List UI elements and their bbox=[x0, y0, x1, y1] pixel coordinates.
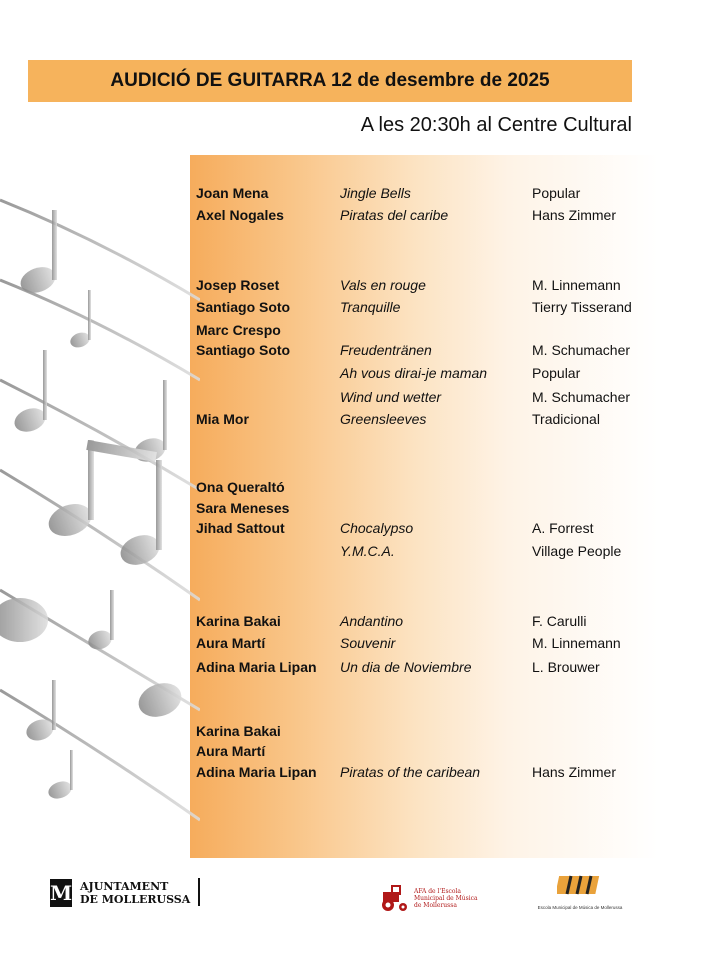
piece-title: Vals en rouge bbox=[340, 277, 426, 293]
performer-name: Mia Mor bbox=[196, 411, 249, 427]
piece-title: Andantino bbox=[340, 613, 404, 629]
piece-title: Ah vous dirai-je maman bbox=[340, 365, 488, 381]
escola-musica-icon bbox=[557, 872, 603, 898]
ajuntament-logo bbox=[50, 876, 190, 910]
composer-name: M. Schumacher bbox=[532, 342, 631, 358]
piece-title: Souvenir bbox=[340, 635, 396, 651]
composer-name: A. Forrest bbox=[532, 520, 594, 536]
performer-name: Aura Martí bbox=[196, 743, 266, 759]
ajuntament-name-line2: DE MOLLERUSSA bbox=[80, 893, 191, 906]
performer-name: Josep Roset bbox=[196, 277, 280, 293]
ajuntament-name-line1: AJUNTAMENT bbox=[80, 880, 169, 893]
piece-title: Chocalypso bbox=[340, 520, 414, 536]
escola-musica-name: Escola Municipal de Música de Mollerussa bbox=[537, 905, 623, 910]
escola-musica-logo bbox=[520, 872, 640, 910]
composer-name: Popular bbox=[532, 365, 581, 381]
composer-name: M. Schumacher bbox=[532, 389, 631, 405]
piece-title: Wind und wetter bbox=[340, 389, 442, 405]
composer-name: Hans Zimmer bbox=[532, 764, 617, 780]
performer-name: Marc Crespo bbox=[196, 322, 281, 338]
afa-line2: Municipal de Música bbox=[414, 894, 478, 902]
performer-name: Joan Mena bbox=[196, 185, 269, 201]
composer-name: Popular bbox=[532, 185, 581, 201]
composer-name: M. Linnemann bbox=[532, 277, 621, 293]
performer-name: Santiago Soto bbox=[196, 299, 291, 315]
page-title: AUDICIÓ DE GUITARRA 12 de desembre de 2025 bbox=[110, 70, 550, 91]
piece-title: Freudentränen bbox=[340, 342, 432, 358]
event-location-time: A les 20:30h al Centre Cultural bbox=[360, 114, 632, 136]
tractor-icon bbox=[380, 884, 410, 912]
piece-title: Tranquille bbox=[340, 299, 401, 315]
piece-title: Piratas del caribe bbox=[340, 207, 449, 223]
performer-name: Karina Bakai bbox=[196, 723, 281, 739]
piece-title: Greensleeves bbox=[340, 411, 427, 427]
performer-name: Adina Maria Lipan bbox=[196, 659, 317, 675]
afa-line1: AFA de l'Escola bbox=[414, 887, 462, 895]
composer-name: L. Brouwer bbox=[532, 659, 600, 675]
composer-name: F. Carulli bbox=[532, 613, 587, 629]
afa-line3: de Mollerussa bbox=[414, 901, 457, 909]
performer-name: Santiago Soto bbox=[196, 342, 291, 358]
performer-name: Ona Queraltó bbox=[196, 479, 285, 495]
composer-name: Tradicional bbox=[532, 411, 600, 427]
composer-name: M. Linnemann bbox=[532, 635, 621, 651]
performer-name: Sara Meneses bbox=[196, 500, 290, 516]
performer-name: Jihad Sattout bbox=[196, 520, 285, 536]
piece-title: Jingle Bells bbox=[340, 185, 411, 201]
piece-title: Y.M.C.A. bbox=[340, 543, 395, 559]
composer-name: Hans Zimmer bbox=[532, 207, 617, 223]
piece-title: Un dia de Noviembre bbox=[340, 659, 472, 675]
title-bar bbox=[28, 60, 632, 102]
music-notes-decoration bbox=[0, 170, 200, 870]
composer-name: Tierry Tisserand bbox=[532, 299, 632, 315]
composer-name: Village People bbox=[532, 543, 622, 559]
footer-divider bbox=[198, 878, 200, 906]
performer-name: Axel Nogales bbox=[196, 207, 284, 223]
performer-name: Aura Martí bbox=[196, 635, 266, 651]
afa-tractor-logo bbox=[380, 884, 478, 912]
ajuntament-mark: M bbox=[49, 881, 73, 905]
performer-name: Karina Bakai bbox=[196, 613, 281, 629]
performer-name: Adina Maria Lipan bbox=[196, 764, 317, 780]
piece-title: Piratas of the caribean bbox=[340, 764, 481, 780]
